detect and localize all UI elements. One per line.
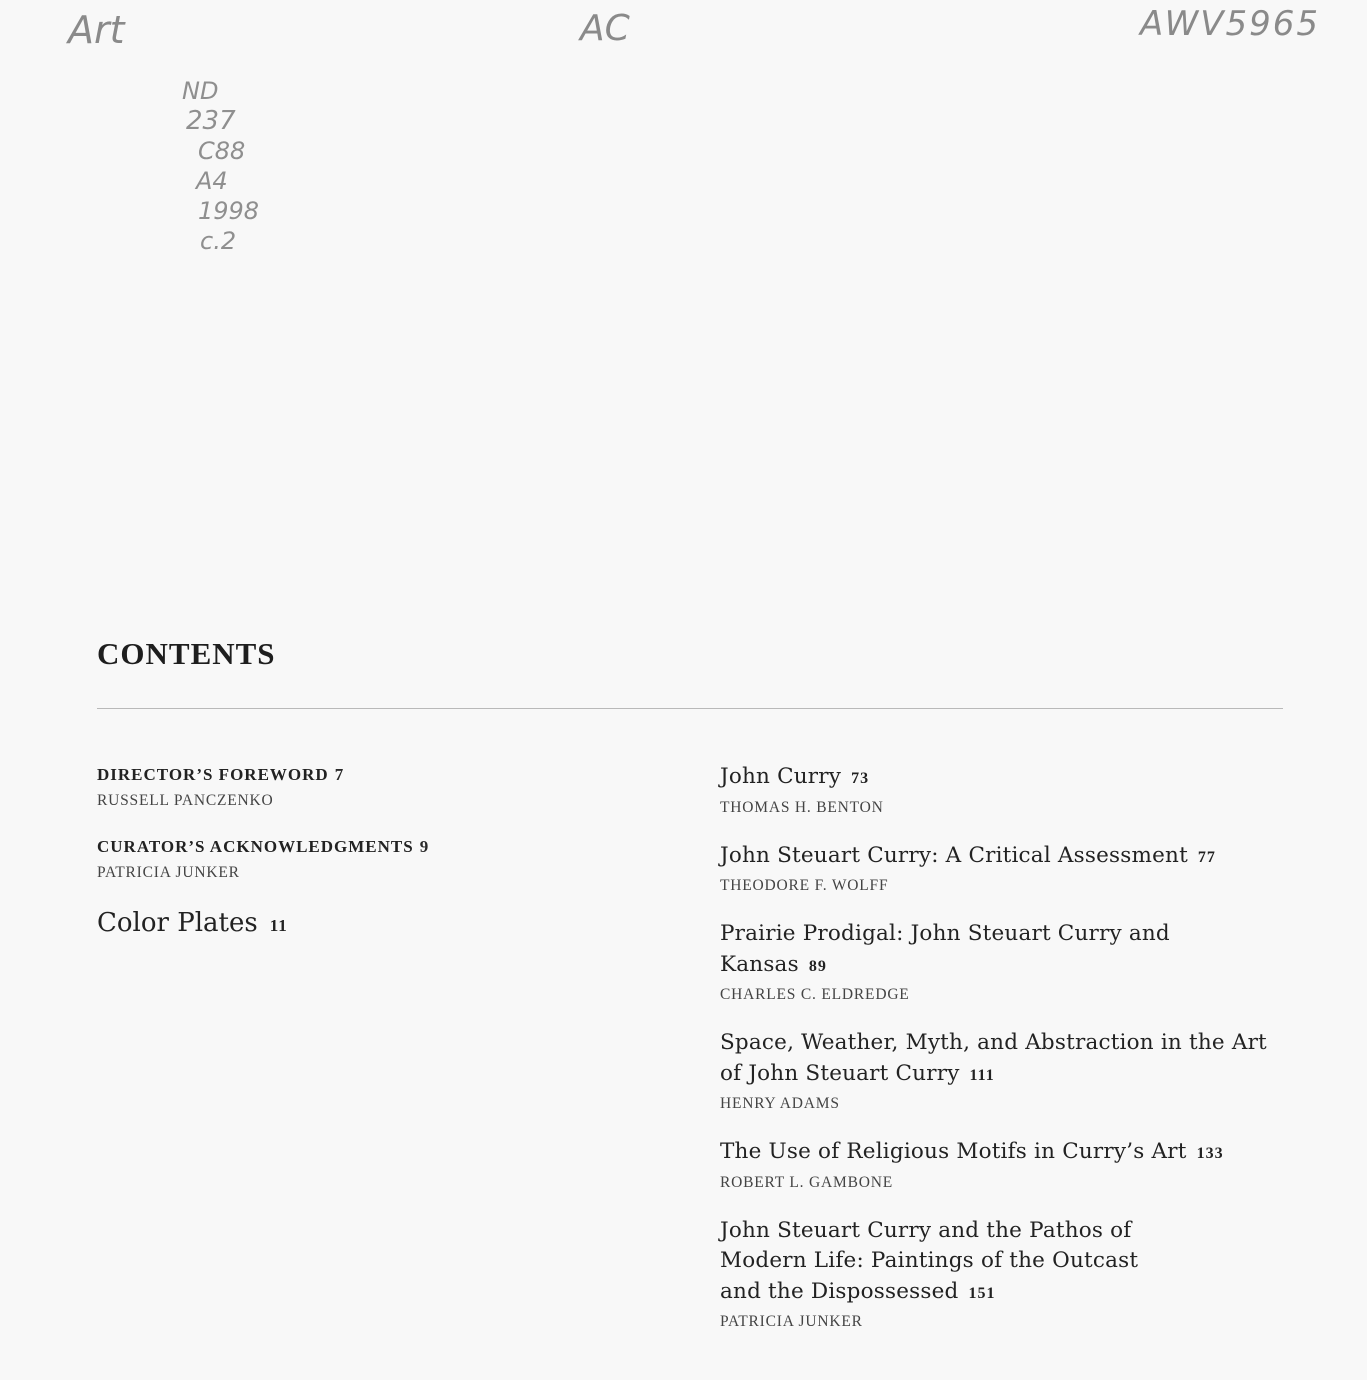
toc-entry-page: 7: [334, 765, 344, 784]
toc-entry-title: Prairie Prodigal: John Steuart Curry and Kansas: [720, 921, 1170, 977]
toc-entry-title: John Steuart Curry: A Critical Assessment: [720, 842, 1188, 868]
call-number-line: c.2: [200, 227, 237, 255]
toc-entry-page: 11: [269, 916, 288, 935]
toc-entry-title: The Use of Religious Motifs in Curry’s Art: [720, 1139, 1187, 1164]
toc-entry-title: Space, Weather, Myth, and Abstraction in the Art of John Steuart Curry: [720, 1030, 1267, 1086]
call-number-line: ND: [182, 77, 219, 105]
call-number-line: 1998: [198, 197, 260, 225]
toc-entry-color-plates[interactable]: [97, 908, 657, 938]
toc-entry-author: ROBERT L. GAMBONE: [720, 1173, 893, 1191]
handwritten-note-center: AC: [580, 8, 630, 49]
toc-entry-essay[interactable]: [720, 1028, 1280, 1115]
toc-entry-essay[interactable]: [720, 919, 1280, 1006]
toc-entry-title: CURATOR’S ACKNOWLEDGMENTS: [97, 837, 414, 856]
toc-entry-page: 111: [969, 1066, 995, 1084]
call-number-line: C88: [198, 137, 246, 165]
toc-entry-author: THOMAS H. BENTON: [720, 798, 884, 816]
handwritten-note-right: AWV5965: [1140, 4, 1321, 44]
handwritten-call-number: [182, 76, 259, 256]
toc-entry-author: PATRICIA JUNKER: [97, 864, 240, 881]
toc-entry-essay[interactable]: [720, 841, 1280, 898]
toc-entry-page: 9: [419, 837, 429, 856]
toc-entry-page: 77: [1197, 848, 1216, 866]
toc-entry-essay[interactable]: [720, 1216, 1280, 1334]
call-number-line: 237: [186, 106, 236, 136]
handwritten-note-left: Art: [68, 8, 125, 52]
toc-entry-author: PATRICIA JUNKER: [720, 1313, 863, 1330]
toc-entry-author: THEODORE F. WOLFF: [720, 877, 889, 894]
toc-entry-title: John Steuart Curry and the Pathos of Modern Life: Paintings of the Outcast and the Dispossessed: [720, 1217, 1139, 1304]
toc-entry-title: Color Plates: [97, 908, 258, 938]
toc-entry-author: RUSSELL PANCZENKO: [97, 792, 274, 809]
call-number-line: A4: [196, 167, 228, 195]
front-matter-column: [97, 764, 657, 938]
toc-entry-title: John Curry: [720, 764, 842, 789]
toc-entry-directors-foreword[interactable]: [97, 764, 657, 812]
toc-entry-essay[interactable]: [720, 762, 1280, 819]
toc-entry-author: CHARLES C. ELDREDGE: [720, 986, 910, 1003]
toc-entry-essay[interactable]: [720, 1137, 1280, 1194]
toc-entry-page: 73: [851, 770, 870, 787]
toc-entry-title: DIRECTOR’S FOREWORD: [97, 765, 329, 784]
toc-entry-curators-acknowledgments[interactable]: [97, 836, 657, 884]
toc-entry-page: 89: [808, 957, 827, 975]
divider: [97, 708, 1283, 709]
page-title: CONTENTS: [97, 636, 276, 671]
toc-entry-page: 151: [968, 1284, 996, 1302]
essays-column: [720, 762, 1280, 1355]
toc-entry-author: HENRY ADAMS: [720, 1095, 840, 1112]
toc-entry-page: 133: [1196, 1145, 1224, 1162]
